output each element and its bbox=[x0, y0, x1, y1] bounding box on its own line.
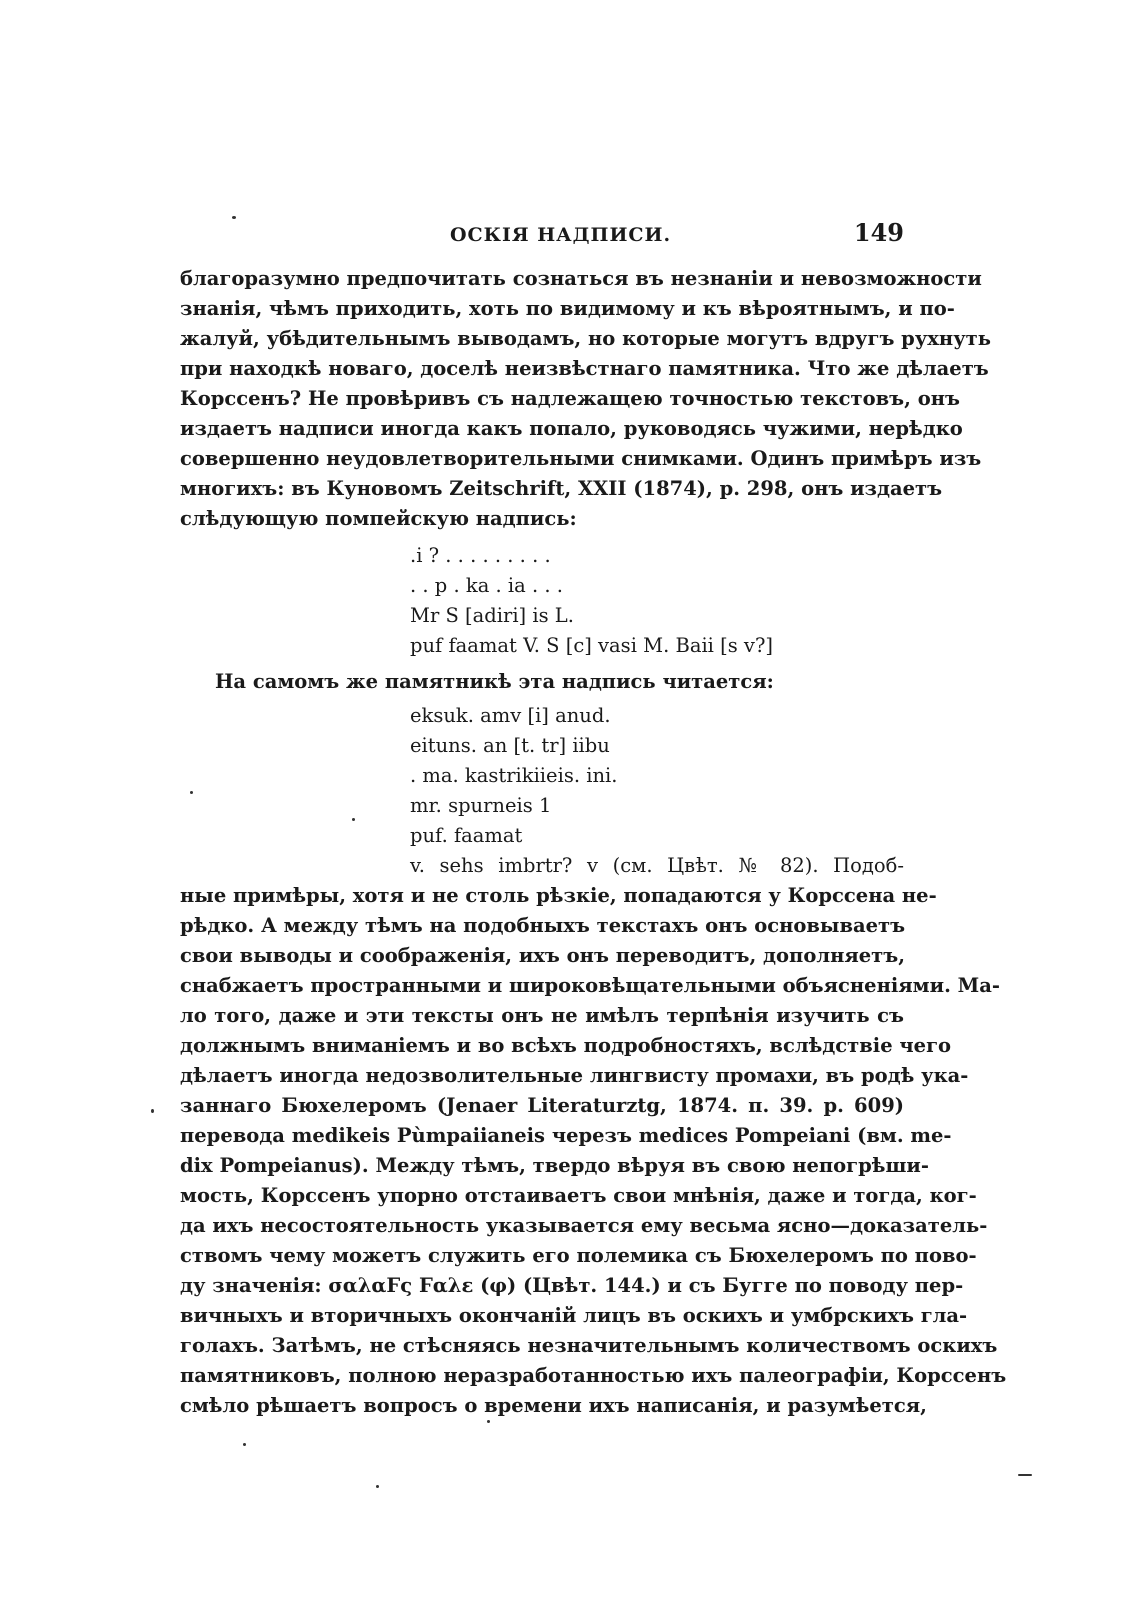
text-line: свои выводы и соображенія, ихъ онъ переводитъ, дополняетъ, bbox=[180, 944, 906, 967]
page-header bbox=[180, 218, 904, 258]
text-line: Корссенъ? Не провѣривъ съ надлежащею точностью текстовъ, онъ bbox=[180, 387, 960, 410]
text-line: да ихъ несостоятельность указывается ему весьма ясно—доказатель- bbox=[180, 1214, 988, 1237]
scan-speck bbox=[487, 1420, 490, 1423]
text-line: издаетъ надписи иногда какъ попало, руководясь чужими, нерѣдко bbox=[180, 417, 963, 440]
scan-speck bbox=[232, 216, 236, 219]
inscription-line: puf faamat V. S [c] vasi M. Baii [s v?] bbox=[410, 634, 774, 657]
text-line: смѣло рѣшаетъ вопросъ о времени ихъ написанія, и разумѣется, bbox=[180, 1394, 927, 1417]
text-line: мость, Корссенъ упорно отстаиваетъ свои мнѣнія, даже и тогда, ког- bbox=[180, 1184, 977, 1207]
transition-line: На самомъ же памятникѣ эта надпись читается: bbox=[215, 670, 774, 693]
text-line: ные примѣры, хотя и не столь рѣзкіе, попадаются у Корссена не- bbox=[180, 884, 937, 907]
text-line: дѣлаетъ иногда недозволительные лингвисту промахи, въ родѣ ука- bbox=[180, 1064, 969, 1087]
text-line: благоразумно предпочитать сознаться въ незнаніи и невозможности bbox=[180, 267, 982, 290]
text-line: перевода medikeis Pùmpaiianeis черезъ medices Pompeiani (вм. me- bbox=[180, 1124, 952, 1147]
inscription-line: Mr S [adiri] is L. bbox=[410, 604, 574, 627]
text-line: совершенно неудовлетворительными снимками. Одинъ примѣръ изъ bbox=[180, 447, 982, 470]
text-line: многихъ: въ Куновомъ Zeitschrift, XXII (1874), p. 298, онъ издаетъ bbox=[180, 477, 943, 500]
scan-speck bbox=[190, 791, 193, 794]
page-number: 149 bbox=[853, 218, 904, 247]
text-line: рѣдко. А между тѣмъ на подобныхъ текстахъ онъ основываетъ bbox=[180, 914, 906, 937]
text-line: при находкѣ новаго, доселѣ неизвѣстнаго памятника. Что же дѣлаетъ bbox=[180, 357, 989, 380]
text-line: ду значенія: σαλαϜς Ϝαλε (φ) (Цвѣт. 144.) и съ Бугге по поводу пер- bbox=[180, 1274, 964, 1297]
running-title: ОСКІЯ НАДПИСИ. bbox=[450, 224, 672, 246]
text-line: должнымъ вниманіемъ и во всѣхъ подробностяхъ, вслѣдствіе чего bbox=[180, 1034, 952, 1057]
text-line: жалуй, убѣдительнымъ выводамъ, но которые могутъ вдругъ рухнуть bbox=[180, 327, 992, 350]
inscription-line: eituns. an [t. tr] iibu bbox=[410, 734, 610, 757]
text-line: ло того, даже и эти тексты онъ не имѣлъ терпѣнія изучить съ bbox=[180, 1004, 904, 1027]
scan-speck bbox=[243, 1443, 246, 1446]
inscription-line: eksuk. amv [i] anud. bbox=[410, 704, 611, 727]
scan-speck bbox=[352, 818, 355, 821]
text-line: ствомъ чему можетъ служить его полемика съ Бюхелеромъ по пово- bbox=[180, 1244, 977, 1267]
text-line: знанія, чѣмъ приходить, хоть по видимому и къ вѣроятнымъ, и по- bbox=[180, 297, 955, 320]
text-line: голахъ. Затѣмъ, не стѣсняясь незначительнымъ количествомъ оскихъ bbox=[180, 1334, 998, 1357]
text-line: слѣдующую помпейскую надпись: bbox=[180, 507, 577, 530]
text-line: снабжаетъ пространными и широковѣщательными объясненіями. Ма- bbox=[180, 974, 1000, 997]
scan-mark bbox=[1018, 1474, 1032, 1476]
inscription-line: . ma. kastrikiieis. ini. bbox=[410, 764, 618, 787]
inscription-line: puf. faamat bbox=[410, 824, 523, 847]
inscription-line: .i ? . . . . . . . . . bbox=[410, 544, 551, 567]
inscription-line: mr. spurneis 1 bbox=[410, 794, 552, 817]
text-line: вичныхъ и вторичныхъ окончаній лицъ въ оскихъ и умбрскихъ гла- bbox=[180, 1304, 968, 1327]
inscription-line: v. sehs imbrtr? v (см. Цвѣт. № 82). Подоб- bbox=[410, 854, 904, 877]
scan-speck bbox=[376, 1485, 379, 1488]
inscription-line: . . p . ka . ia . . . bbox=[410, 574, 563, 597]
scan-speck bbox=[151, 1109, 154, 1113]
text-line: памятниковъ, полною неразработанностью ихъ палеографіи, Корссенъ bbox=[180, 1364, 1007, 1387]
text-line: dix Pompeianus). Между тѣмъ, твердо вѣруя въ свою непогрѣши- bbox=[180, 1154, 929, 1177]
text-line: заннаго Бюхелеромъ (Jenaer Literaturztg, 1874. п. 39. p. 609) bbox=[180, 1094, 904, 1117]
